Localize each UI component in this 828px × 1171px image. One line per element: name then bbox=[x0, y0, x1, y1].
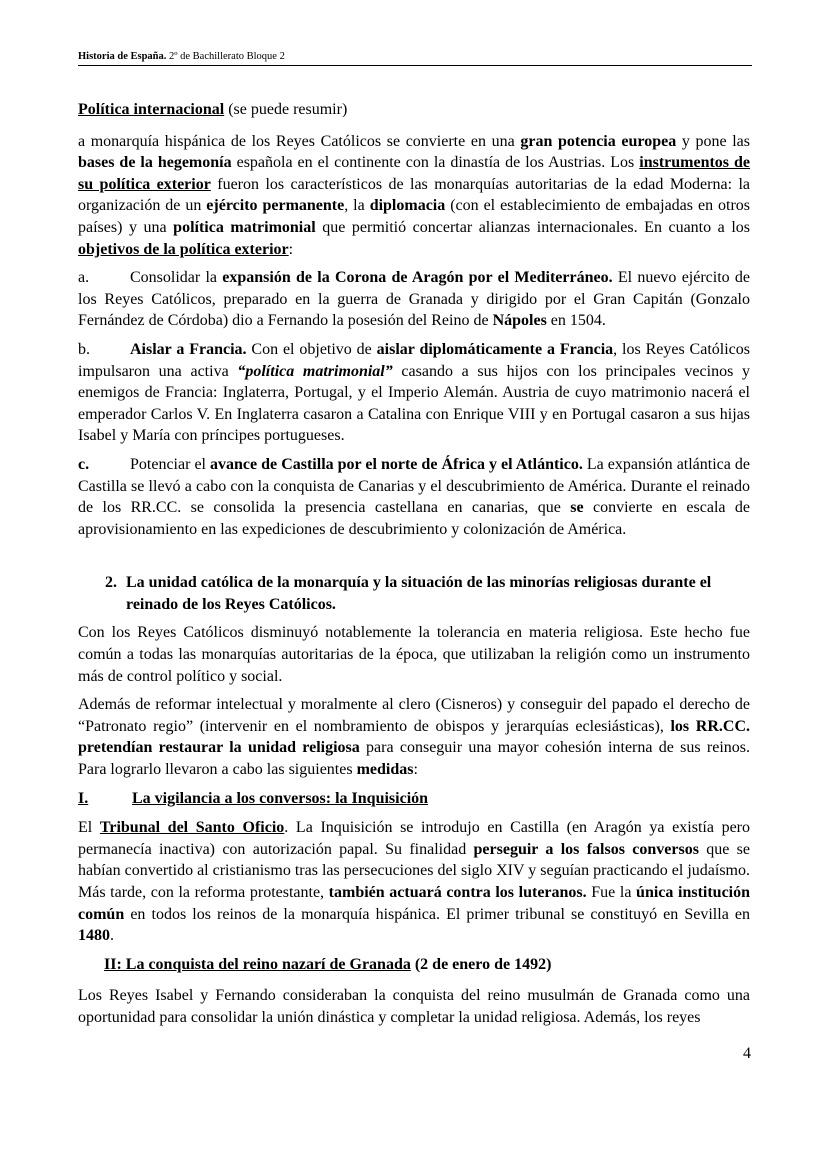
text-run: casando a sus hijos con los principales vecinos y enemigos de Francia: Inglaterra, Portugal, y el Imperio Alemán. Austria de cuyo matrimonio nacerá el emperador Carlos V. En Inglaterra casaron a Catalina con Enrique VIII y en Portugal casaron a sus hijas Isabel y María con príncipes portugueses. bbox=[78, 362, 750, 445]
bold-run: diplomacia bbox=[369, 197, 446, 215]
text-run: , los Reyes Católicos impulsaron una activa bbox=[78, 340, 750, 380]
text-run: Además de reformar intelectual y moralmente al clero (Cisneros) y conseguir del papado el derecho de “Patronato regio” (intervenir en el nombramiento de obispos y jerarquías eclesiásticas), bbox=[78, 696, 750, 735]
intro-title: Política internacional bbox=[78, 101, 225, 118]
bold-run: expansión de la Corona de Aragón por el Mediterráneo. bbox=[222, 269, 613, 287]
measure-date: (2 de enero de 1492) bbox=[414, 955, 552, 973]
section-number: 2. bbox=[105, 574, 117, 592]
text-run: fueron los característicos de las monarquías autoritarias de la edad Moderna: la organización de un bbox=[78, 175, 750, 215]
header-course: 2º de Bachillerato Bloque 2 bbox=[169, 51, 285, 62]
text-run: Potenciar el bbox=[130, 455, 211, 473]
bold-run: también actuará contra los luteranos. bbox=[328, 884, 587, 901]
bold-run: Aislar a Francia. bbox=[130, 340, 247, 358]
text-run: La expansión atlántica de Castilla se llevó a cabo con la conquista de Canarias y el descubrimiento de América. Durante el reinado de los RR.CC. se consolida la presencia castellana en canarias, que bbox=[78, 455, 751, 517]
bold-run: Nápoles bbox=[492, 312, 547, 330]
intro-note: (se puede resumir) bbox=[228, 101, 348, 118]
bold-run: única institución común bbox=[78, 884, 751, 923]
page-header bbox=[78, 50, 752, 66]
intro-paragraph bbox=[78, 131, 750, 261]
section-2-paragraph-2 bbox=[78, 694, 750, 780]
page-content bbox=[78, 99, 750, 1029]
section-2-paragraph-1: Con los Reyes Católicos disminuyó notablemente la tolerancia en materia religiosa. Este hecho fue común a todas las monarquías autoritarias de la época, que utilizaban la religión como un instrumento más de control político y social. bbox=[78, 624, 750, 685]
text-run: , la bbox=[344, 197, 370, 215]
header-subject: Historia de España. bbox=[78, 51, 167, 62]
section-title: La unidad católica de la monarquía y la situación de las minorías religiosas durante el reinado de los Reyes Católicos. bbox=[126, 574, 712, 613]
measure-2-heading bbox=[78, 954, 750, 976]
text-run: Con el objetivo de bbox=[246, 340, 377, 358]
objective-label: b. bbox=[78, 340, 90, 358]
text-run: El nuevo ejército de los Reyes Católicos, preparado en la guerra de Granada y dirigido por el Gran Capitán (Gonzalo Fernández de Córdoba) dio a Fernando la posesión del Reino de bbox=[78, 269, 751, 330]
bold-run: objetivos de la política exterior bbox=[78, 240, 289, 258]
text-run: . bbox=[110, 927, 114, 945]
objective-label: c. bbox=[78, 455, 90, 473]
bold-italic-run: “política matrimonial” bbox=[237, 362, 393, 380]
bold-run: 1480 bbox=[78, 927, 110, 945]
section-2-heading bbox=[78, 572, 750, 615]
text-run: : bbox=[288, 240, 294, 258]
bold-run: Tribunal del Santo Oficio bbox=[99, 819, 285, 837]
text-run: que permitió concertar alianzas internacionales. En cuanto a los bbox=[315, 218, 750, 236]
bold-run: los RR.CC. pretendían restaurar la unidad religiosa bbox=[78, 717, 751, 757]
text-run: en 1504. bbox=[546, 312, 606, 330]
bold-run: perseguir a los falsos conversos bbox=[473, 840, 699, 858]
measure-label: I. bbox=[78, 789, 89, 807]
text-run: que se habían convertido al cristianismo tras las persecuciones del siglo XIV y seguían practicando el judaísmo. Más tarde, con la reforma protestante, bbox=[78, 840, 751, 901]
bold-run: aislar diplomáticamente a Francia bbox=[376, 340, 614, 358]
text-run: Consolidar la bbox=[130, 269, 223, 287]
text-run: . La Inquisición se introdujo en Castilla (en Aragón ya existía pero permanecía inactiva) con autorización papal. Su finalidad bbox=[78, 819, 751, 858]
bold-run: ejército permanente bbox=[206, 197, 345, 215]
text-run: (con el establecimiento de embajadas en otros países) y una bbox=[78, 197, 751, 236]
objective-label: a. bbox=[78, 269, 90, 287]
bold-run: gran potencia europea bbox=[520, 132, 677, 150]
measure-title: II: La conquista del reino nazarí de Granada bbox=[104, 955, 411, 973]
bold-run: avance de Castilla por el norte de África y el Atlántico. bbox=[210, 455, 583, 473]
intro-heading bbox=[78, 99, 750, 121]
text-run: Fue la bbox=[586, 884, 637, 901]
objective-b bbox=[78, 339, 750, 447]
measure-1-heading bbox=[78, 788, 750, 810]
page-number: 4 bbox=[743, 1045, 751, 1062]
bold-run: política matrimonial bbox=[173, 218, 316, 236]
bold-run: instrumentos de su política exterior bbox=[78, 154, 751, 193]
measure-title: La vigilancia a los conversos: la Inquisición bbox=[132, 789, 429, 807]
text-run: a monarquía hispánica de los Reyes Católicos se convierte en una bbox=[78, 132, 521, 150]
text-run: El bbox=[78, 819, 100, 837]
measure-2-paragraph: Los Reyes Isabel y Fernando consideraban la conquista del reino musulmán de Granada como una oportunidad para consolidar la unión dinástica y completar la unidad religiosa. Además, los reyes bbox=[78, 987, 750, 1026]
text-run: convierte en escala de aprovisionamiento en las expediciones de descubrimiento y colonización de América. bbox=[78, 499, 750, 538]
objective-a bbox=[78, 267, 750, 332]
text-run: española en el continente con la dinastía de los Austrias. Los bbox=[231, 154, 640, 172]
bold-run: se bbox=[570, 499, 584, 517]
text-run: para conseguir una mayor cohesión interna de sus reinos. Para lograrlo llevaron a cabo las siguientes bbox=[78, 739, 750, 779]
text-run: en todos los reinos de la monarquía hispánica. El primer tribunal se constituyó en Sevilla en bbox=[124, 905, 750, 923]
measure-1-paragraph bbox=[78, 817, 750, 947]
text-run: : bbox=[413, 761, 418, 779]
bold-run: medidas bbox=[356, 761, 414, 779]
objective-c bbox=[78, 454, 750, 540]
bold-run: bases de la hegemonía bbox=[78, 154, 232, 172]
text-run: y pone las bbox=[676, 132, 751, 150]
